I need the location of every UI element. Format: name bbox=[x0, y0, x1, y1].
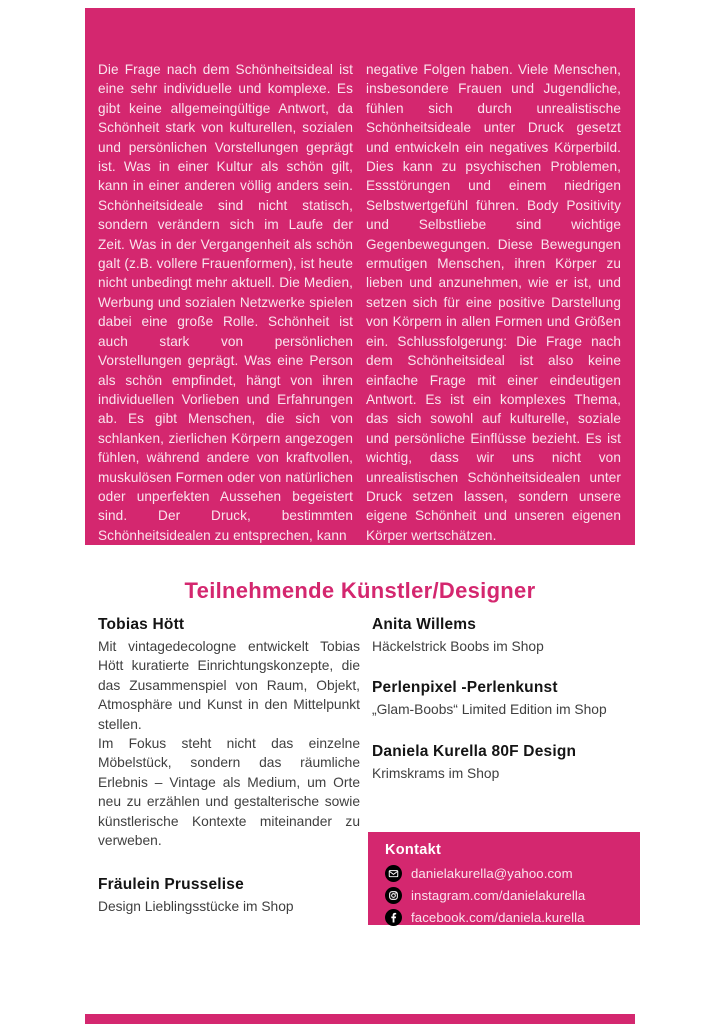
artist-description: Mit vintagedecologne entwickelt Tobias Hött kuratierte Einrichtungskonzepte, die das Zusammenspiel von Raum, Objekt, Atmosphäre und Kunst in den Mittelpunkt stellen. bbox=[98, 639, 360, 732]
artist-name: Daniela Kurella 80F Design bbox=[372, 742, 577, 760]
facebook-icon bbox=[385, 909, 402, 926]
artist-description: Krimskrams im Shop bbox=[372, 765, 500, 781]
contact-email-link[interactable]: danielakurella@yahoo.com bbox=[411, 866, 573, 881]
instagram-icon bbox=[385, 887, 402, 904]
contact-facebook-link[interactable]: facebook.com/daniela.kurella bbox=[411, 910, 585, 925]
contact-title: Kontakt bbox=[385, 842, 442, 858]
email-icon bbox=[385, 865, 402, 882]
artist-name: Tobias Hött bbox=[98, 616, 185, 633]
contact-row-instagram bbox=[385, 887, 630, 904]
artist-description: Häckelstrick Boobs im Shop bbox=[372, 639, 544, 654]
artist-description: „Glam-Boobs“ Limited Edition im Shop bbox=[372, 702, 607, 718]
contact-box bbox=[368, 832, 640, 925]
intro-right-column: negative Folgen haben. Viele Menschen, insbesondere Frauen und Jugendliche, fühlen sich durch unrealistische Schönheitsideale unter Druck gesetzt und entwickeln ein negatives Körperbild. Dies kann zu psychischen Problemen, Essstörungen und einem niedrigen Selbstwertgefühl führen. Body Positivity und Selbstliebe sind wichtige Gegenbewegungen. Diese Bewegungen ermutigen Menschen, ihren Körper zu lieben und anzunehmen, wie er ist, und setzen sich für eine positive Darstellung von Körpern in allen Formen und Größen ein. Schlussfolgerung: Die Frage nach dem Schönheitsideal ist also keine einfache Frage mit einer eindeutigen Antwort. Es ist ein komplexes Thema, das sich sowohl auf kulturelle, soziale und persönliche Einflüsse bezieht. Es ist wichtig, dass wir uns nicht von unrealistischen Schönheitsidealen unter Druck setzen lassen, sondern unsere eigene Schönheit und unseren eigenen Körper wertschätzen. bbox=[366, 62, 621, 543]
section-heading: Teilnehmende Künstler/Designer bbox=[184, 578, 536, 603]
contact-row-facebook bbox=[385, 909, 630, 926]
intro-pink-block bbox=[85, 8, 635, 545]
contact-instagram-link[interactable]: instagram.com/danielakurella bbox=[411, 888, 586, 903]
artist-entry bbox=[372, 743, 638, 783]
artist-name: Perlenpixel -Perlenkunst bbox=[372, 679, 558, 697]
artist-description: Design Lieblingsstücke im Shop bbox=[98, 899, 294, 915]
artist-description: Im Fokus steht nicht das einzelne Möbelstück, sondern das räumliche Erlebnis – Vintage als Medium, um Orte neu zu erzählen und gestalterische sowie künstlerische Kontexte miteinander zu verweben. bbox=[98, 736, 360, 849]
artists-right-column bbox=[372, 616, 638, 806]
intro-left-column: Die Frage nach dem Schönheitsideal ist eine sehr individuelle und komplexe. Es gibt keine allgemeingültige Antwort, da Schönheit stark von kulturellen, sozialen und persönlichen Vorstellungen geprägt ist. Was in einer Kultur als schön gilt, kann in einer anderen völlig anders sein. Schönheitsideale sind nicht statisch, sondern verändern sich im Laufe der Zeit. Was in der Vergangenheit als schön galt (z.B. vollere Frauenformen), ist heute nicht unbedingt mehr aktuell. Die Medien, Werbung und sozialen Netzwerke spielen dabei eine große Rolle. Schönheit ist auch stark von persönlichen Vorstellungen geprägt. Was eine Person als schön empfindet, hängt von ihren individuellen Vorlieben und Erfahrungen ab. Es gibt Menschen, die sich von schlanken, zierlichen Körpern angezogen fühlen, während andere von kraftvollen, muskulösen Formen oder von natürlichen oder unperfekten Aussehen begeistert sind. Der Druck, bestimmten Schönheitsidealen zu entsprechen, kann bbox=[98, 62, 353, 543]
artists-left-column bbox=[98, 616, 360, 917]
contact-row-email bbox=[385, 865, 630, 882]
artist-name: Fräulein Prusselise bbox=[98, 876, 244, 894]
artist-entry bbox=[372, 616, 638, 656]
artist-name: Anita Willems bbox=[372, 616, 477, 633]
artist-entry bbox=[372, 679, 638, 719]
bottom-pink-strip bbox=[85, 1014, 635, 1024]
